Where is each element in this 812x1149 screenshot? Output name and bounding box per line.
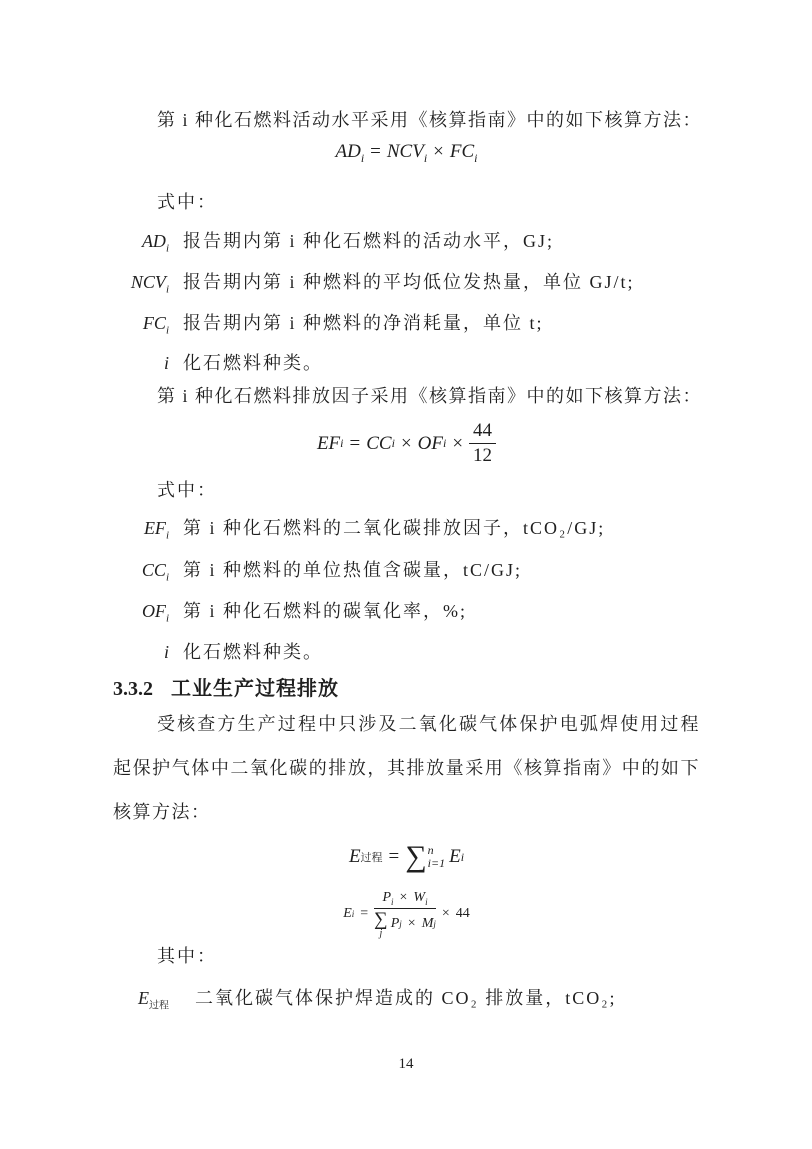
- definition-term: [113, 353, 169, 377]
- math-subscript: i: [423, 150, 428, 165]
- math-term: CC: [366, 432, 392, 454]
- math-term: EF: [143, 518, 166, 538]
- math-subscript: i: [425, 896, 428, 907]
- paragraph-emission-factor-method: 第 i 种化石燃料排放因子采用《核算指南》中的如下核算方法：: [157, 386, 702, 406]
- definition-row: [113, 638, 700, 666]
- math-term: P: [390, 916, 400, 932]
- definition-row: [113, 227, 700, 255]
- math-term: OF: [141, 601, 166, 621]
- math-subscript: i: [460, 849, 465, 864]
- definition-text: 报告期内第 i 种化石燃料的活动水平，GJ;: [183, 231, 555, 251]
- math-term: OF: [417, 432, 443, 454]
- where-label: 式中：: [157, 192, 217, 212]
- math-term: CC: [141, 560, 166, 580]
- definition-text: 第 i 种化石燃料的碳氧化率，%;: [183, 601, 467, 621]
- definition-text: 二氧化碳气体保护焊造成的 CO₂ 排放量，tCO₂;: [195, 988, 617, 1008]
- multiply-sign: ×: [407, 916, 416, 932]
- math-subscript: i: [165, 529, 169, 542]
- math-subscript: i: [351, 909, 355, 920]
- sigma-symbol: ∑: [374, 908, 388, 930]
- math-expression: [335, 141, 477, 166]
- fraction-denominator: [374, 909, 436, 939]
- equals-sign: =: [370, 141, 381, 162]
- definition-term: [113, 313, 169, 337]
- definition-text: 第 i 种化石燃料的二氧化碳排放因子，tCO₂/GJ;: [183, 518, 606, 538]
- math-subscript: i: [474, 150, 478, 165]
- math-term: M: [421, 916, 434, 932]
- definition-row: [113, 556, 700, 584]
- math-subscript: i: [165, 571, 169, 584]
- math-term: E: [343, 906, 352, 922]
- math-term: FC: [142, 313, 166, 333]
- math-term: EF: [316, 432, 341, 454]
- math-term: NCV: [130, 272, 166, 292]
- section-title: 工业生产过程排放: [171, 678, 339, 700]
- math-subscript: i: [165, 242, 169, 255]
- formula-activity-level: [113, 141, 700, 166]
- fraction-numerator: [374, 890, 436, 909]
- definition-term: [113, 601, 169, 625]
- fraction-denominator: 12: [473, 445, 493, 466]
- multiply-sign: ×: [399, 890, 408, 905]
- multiply-sign: ×: [433, 141, 444, 162]
- definition-term: [113, 231, 169, 255]
- math-subscript: i: [165, 612, 169, 625]
- math-term: AD: [335, 141, 361, 162]
- multiply-sign: ×: [400, 432, 412, 454]
- section-heading: [113, 672, 700, 701]
- math-term: E: [348, 846, 361, 867]
- math-subscript: j: [433, 919, 436, 930]
- definition-row: [113, 597, 700, 625]
- definition-row: [113, 268, 700, 296]
- multiply-sign: ×: [441, 906, 450, 922]
- formula-emission-factor: [113, 420, 700, 467]
- equals-sign: =: [349, 432, 361, 454]
- math-term: W: [413, 890, 426, 905]
- definition-text: 化石燃料种类。: [183, 642, 323, 662]
- math-term: FC: [449, 141, 475, 162]
- math-term: NCV: [386, 141, 424, 162]
- definition-term: [113, 518, 169, 542]
- math-subscript: 过程: [360, 852, 383, 864]
- summation-lower-limit: j: [379, 927, 383, 939]
- math-subscript: i: [391, 436, 395, 450]
- math-constant: 44: [455, 906, 470, 922]
- definition-row: [113, 514, 700, 542]
- definition-row: [113, 309, 700, 337]
- math-subscript: i: [442, 436, 447, 450]
- math-subscript: j: [399, 919, 402, 930]
- math-subscript: i: [340, 436, 344, 450]
- fraction: [469, 420, 496, 467]
- paragraph-activity-method: 第 i 种化石燃料活动水平采用《核算指南》中的如下核算方法：: [157, 110, 702, 130]
- math-term: P: [382, 890, 391, 905]
- denominator-expression: [374, 910, 436, 939]
- math-term: E: [138, 988, 149, 1008]
- definition-term: [113, 988, 169, 1012]
- definition-term: [113, 560, 169, 584]
- where-label: 其中：: [157, 946, 217, 966]
- math-term: i: [163, 353, 169, 373]
- page-number: 14: [398, 1056, 414, 1072]
- definition-text: 报告期内第 i 种燃料的净消耗量，单位 t;: [183, 313, 544, 333]
- definition-row: [113, 349, 700, 377]
- definition-row: [113, 984, 700, 1012]
- formula-process-total: [113, 842, 700, 872]
- definition-text: 第 i 种燃料的单位热值含碳量，tC/GJ;: [183, 560, 523, 580]
- equals-sign: =: [360, 906, 369, 922]
- section-number: 3.3.2: [113, 678, 153, 700]
- summation-upper-limit: n: [427, 843, 434, 858]
- equals-sign: =: [388, 846, 400, 867]
- paragraph-process-emission: 受核查方生产过程中只涉及二氧化碳气体保护电弧焊使用过程起保护气体中二氧化碳的排放，其排放量采用《核算指南》中的如下核算方法：: [113, 714, 700, 822]
- summation: [374, 910, 388, 939]
- multiply-sign: ×: [452, 432, 464, 454]
- summation: [405, 842, 445, 872]
- formula-process-item: [113, 890, 700, 939]
- math-subscript: i: [391, 896, 394, 907]
- summation-limits: [428, 844, 445, 869]
- where-label: 式中：: [157, 480, 217, 500]
- fraction: [374, 890, 436, 939]
- sigma-symbol: ∑: [405, 840, 427, 873]
- definition-text: 报告期内第 i 种燃料的平均低位发热量，单位 GJ/t;: [183, 272, 635, 292]
- fraction-numerator: 44: [469, 420, 496, 444]
- math-term: E: [449, 846, 461, 867]
- definition-term: [113, 642, 169, 666]
- math-subscript: 过程: [149, 1000, 169, 1012]
- math-term: i: [163, 642, 169, 662]
- math-subscript: i: [360, 150, 365, 165]
- summation-lower-limit: i=1: [427, 856, 446, 870]
- math-subscript: i: [165, 324, 169, 337]
- definition-text: 化石燃料种类。: [183, 353, 323, 373]
- definition-term: [113, 272, 169, 296]
- math-subscript: i: [165, 283, 169, 296]
- math-term: AD: [141, 231, 166, 251]
